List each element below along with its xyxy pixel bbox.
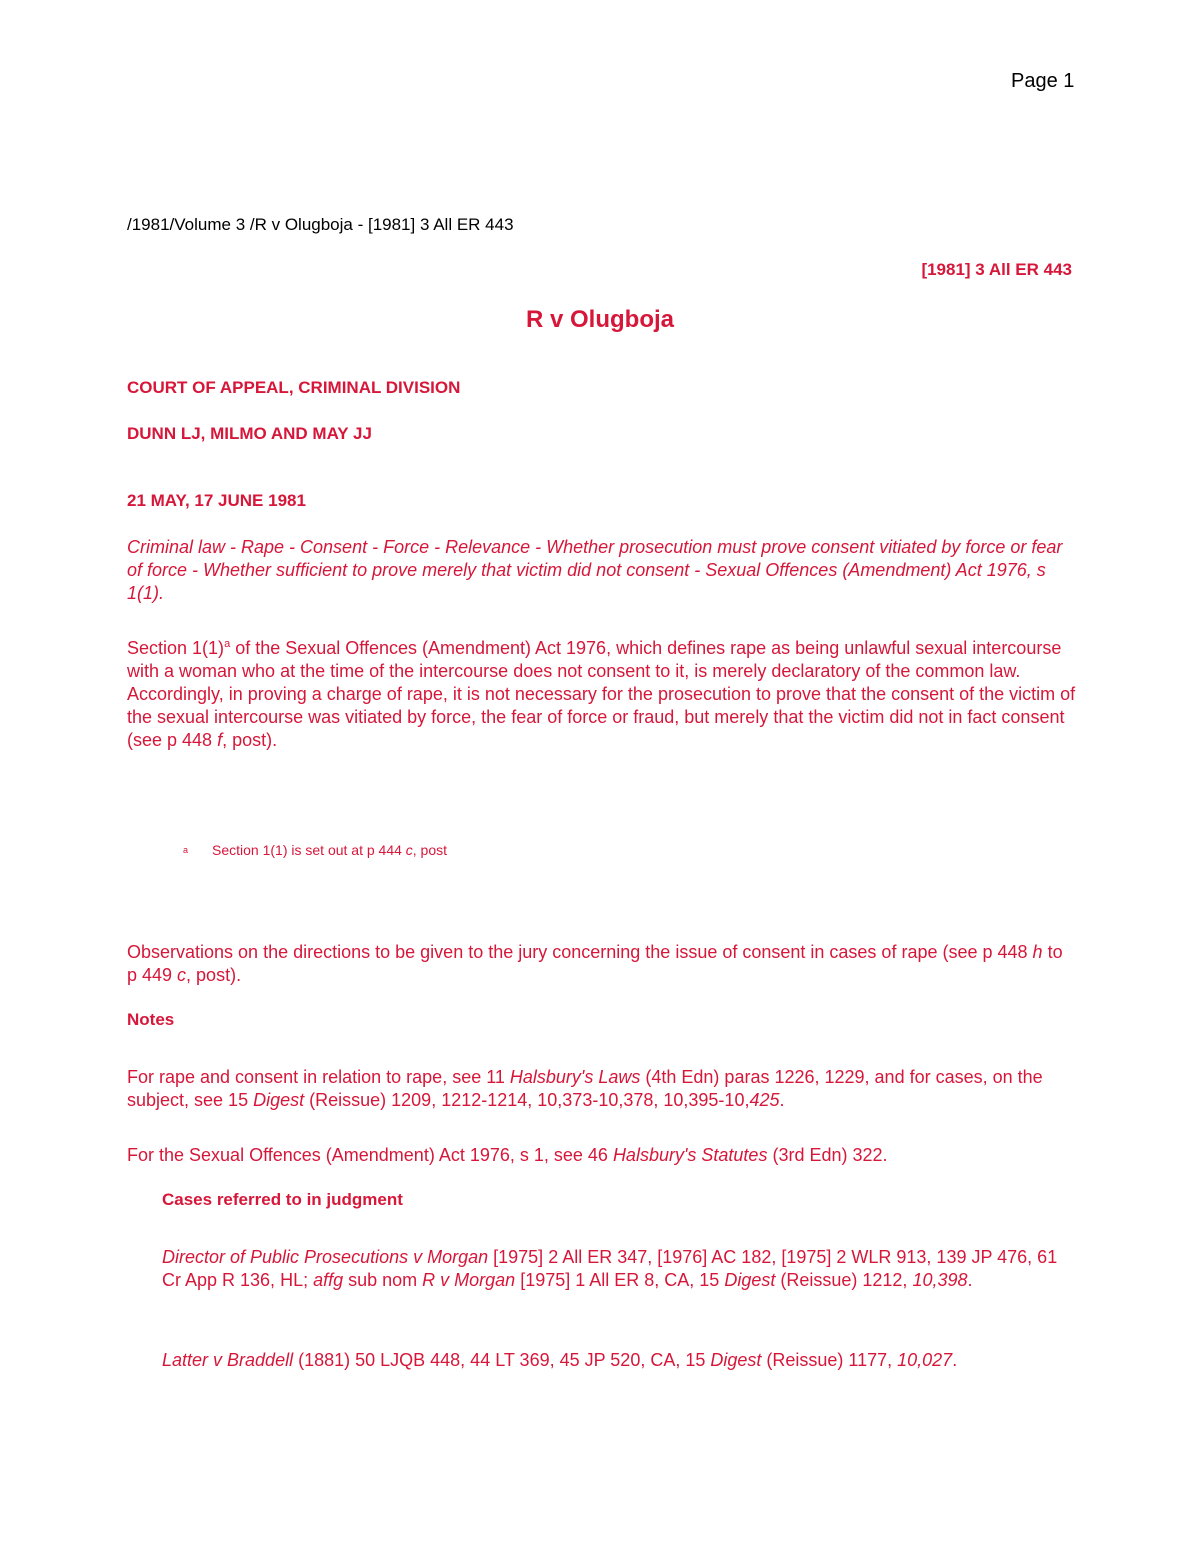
headnote-text: of the Sexual Offences (Amendment) Act 1976, which defines rape as being unlawful sexual intercourse with a woman who at the time of the intercourse does not consent to it, is merely declaratory of the common law. Accordingly, in proving a charge of rape, it is not necessary for the prosecution to prove that the consent of the victim of the sexual intercourse was vitiated by force, the fear of force or fraud, but merely that the victim did not in fact consent (see p 448 (127, 638, 1076, 750)
headnote (127, 637, 1077, 752)
footnote-text: Section 1(1) is set out at p 444 (212, 842, 406, 858)
work-title: Digest (253, 1090, 305, 1110)
digest-ref: 10,398 (912, 1270, 968, 1290)
digest-ref: 10,027 (897, 1350, 953, 1370)
footnote-marker: a (183, 845, 189, 855)
case-text: (Reissue) 1177, (761, 1350, 898, 1370)
case-text: (Reissue) 1212, (775, 1270, 913, 1290)
catchwords: Criminal law - Rape - Consent - Force - Relevance - Whether prosecution must prove consent vitiated by force or fear of force - Whether sufficient to prove merely that victim did not consent - Sexual Offences (Amendment) Act 1976, s 1(1). (127, 537, 1063, 603)
case-text: [1975] 1 All ER 8, CA, 15 (515, 1270, 725, 1290)
work-title: Halsbury's Laws (509, 1067, 641, 1087)
case-text: (1881) 50 LJQB 448, 44 LT 369, 45 JP 520, CA, 15 (293, 1350, 711, 1370)
notes-text: (Reissue) 1209, 1212-1214, 10,373-10,378, 10,395-10, (304, 1090, 750, 1110)
case-text: affg (313, 1270, 344, 1290)
notes-text: For rape and consent in relation to rape, see 11 (127, 1067, 510, 1087)
cases-heading: Cases referred to in judgment (162, 1190, 403, 1209)
notes-text: . (779, 1090, 785, 1110)
notes-paragraph-2 (127, 1144, 1077, 1167)
court-name: COURT OF APPEAL, CRIMINAL DIVISION (127, 378, 461, 397)
observations-text: , post). (186, 965, 242, 985)
digest-ref: 425 (749, 1090, 780, 1110)
case-name: Latter v Braddell (162, 1350, 294, 1370)
footnote-tail: , post (412, 842, 448, 858)
hearing-dates: 21 MAY, 17 JUNE 1981 (127, 491, 306, 510)
page-ref: f (217, 730, 223, 750)
footnote-ref[interactable]: a (224, 638, 231, 650)
work-title: Digest (710, 1350, 762, 1370)
case-text: [1975] 2 All ER 347, [1976] AC 182, [1975] 2 WLR 913, 139 JP 476, 61 Cr App R 136, HL; (162, 1247, 1058, 1290)
headnote-text: , post). (222, 730, 278, 750)
footnote (183, 842, 447, 858)
case-reference-2 (162, 1349, 1077, 1372)
page-ref: c (177, 965, 187, 985)
notes-paragraph-1 (127, 1066, 1077, 1112)
case-text: . (952, 1350, 958, 1370)
case-title: R v Olugboja (525, 306, 674, 333)
case-name: R v Morgan (422, 1270, 516, 1290)
notes-heading: Notes (127, 1010, 175, 1029)
case-text: sub nom (343, 1270, 423, 1290)
page-ref: h (1032, 942, 1043, 962)
case-reference-1 (162, 1246, 1077, 1292)
notes-text: (3rd Edn) 322. (767, 1145, 888, 1165)
work-title: Digest (724, 1270, 776, 1290)
headnote-text: Section 1(1) (127, 638, 225, 658)
breadcrumb: /1981/Volume 3 /R v Olugboja - [1981] 3 All ER 443 (127, 215, 514, 234)
case-name: Director of Public Prosecutions v Morgan (162, 1247, 489, 1267)
observations-text: to p 449 (127, 942, 1063, 985)
observations-text: Observations on the directions to be given to the jury concerning the issue of consent in cases of rape (see p 448 (127, 942, 1033, 962)
notes-text: (4th Edn) paras 1226, 1229, and for cases, on the subject, see 15 (127, 1067, 1043, 1110)
judges: DUNN LJ, MILMO AND MAY JJ (127, 424, 372, 443)
footnote-ref-letter: c (405, 842, 413, 858)
observations (127, 941, 1077, 987)
case-citation: [1981] 3 All ER 443 (921, 260, 1072, 279)
case-text: . (967, 1270, 973, 1290)
page-number: Page 1 (1011, 70, 1075, 92)
work-title: Halsbury's Statutes (612, 1145, 768, 1165)
notes-text: For the Sexual Offences (Amendment) Act 1976, s 1, see 46 (127, 1145, 613, 1165)
